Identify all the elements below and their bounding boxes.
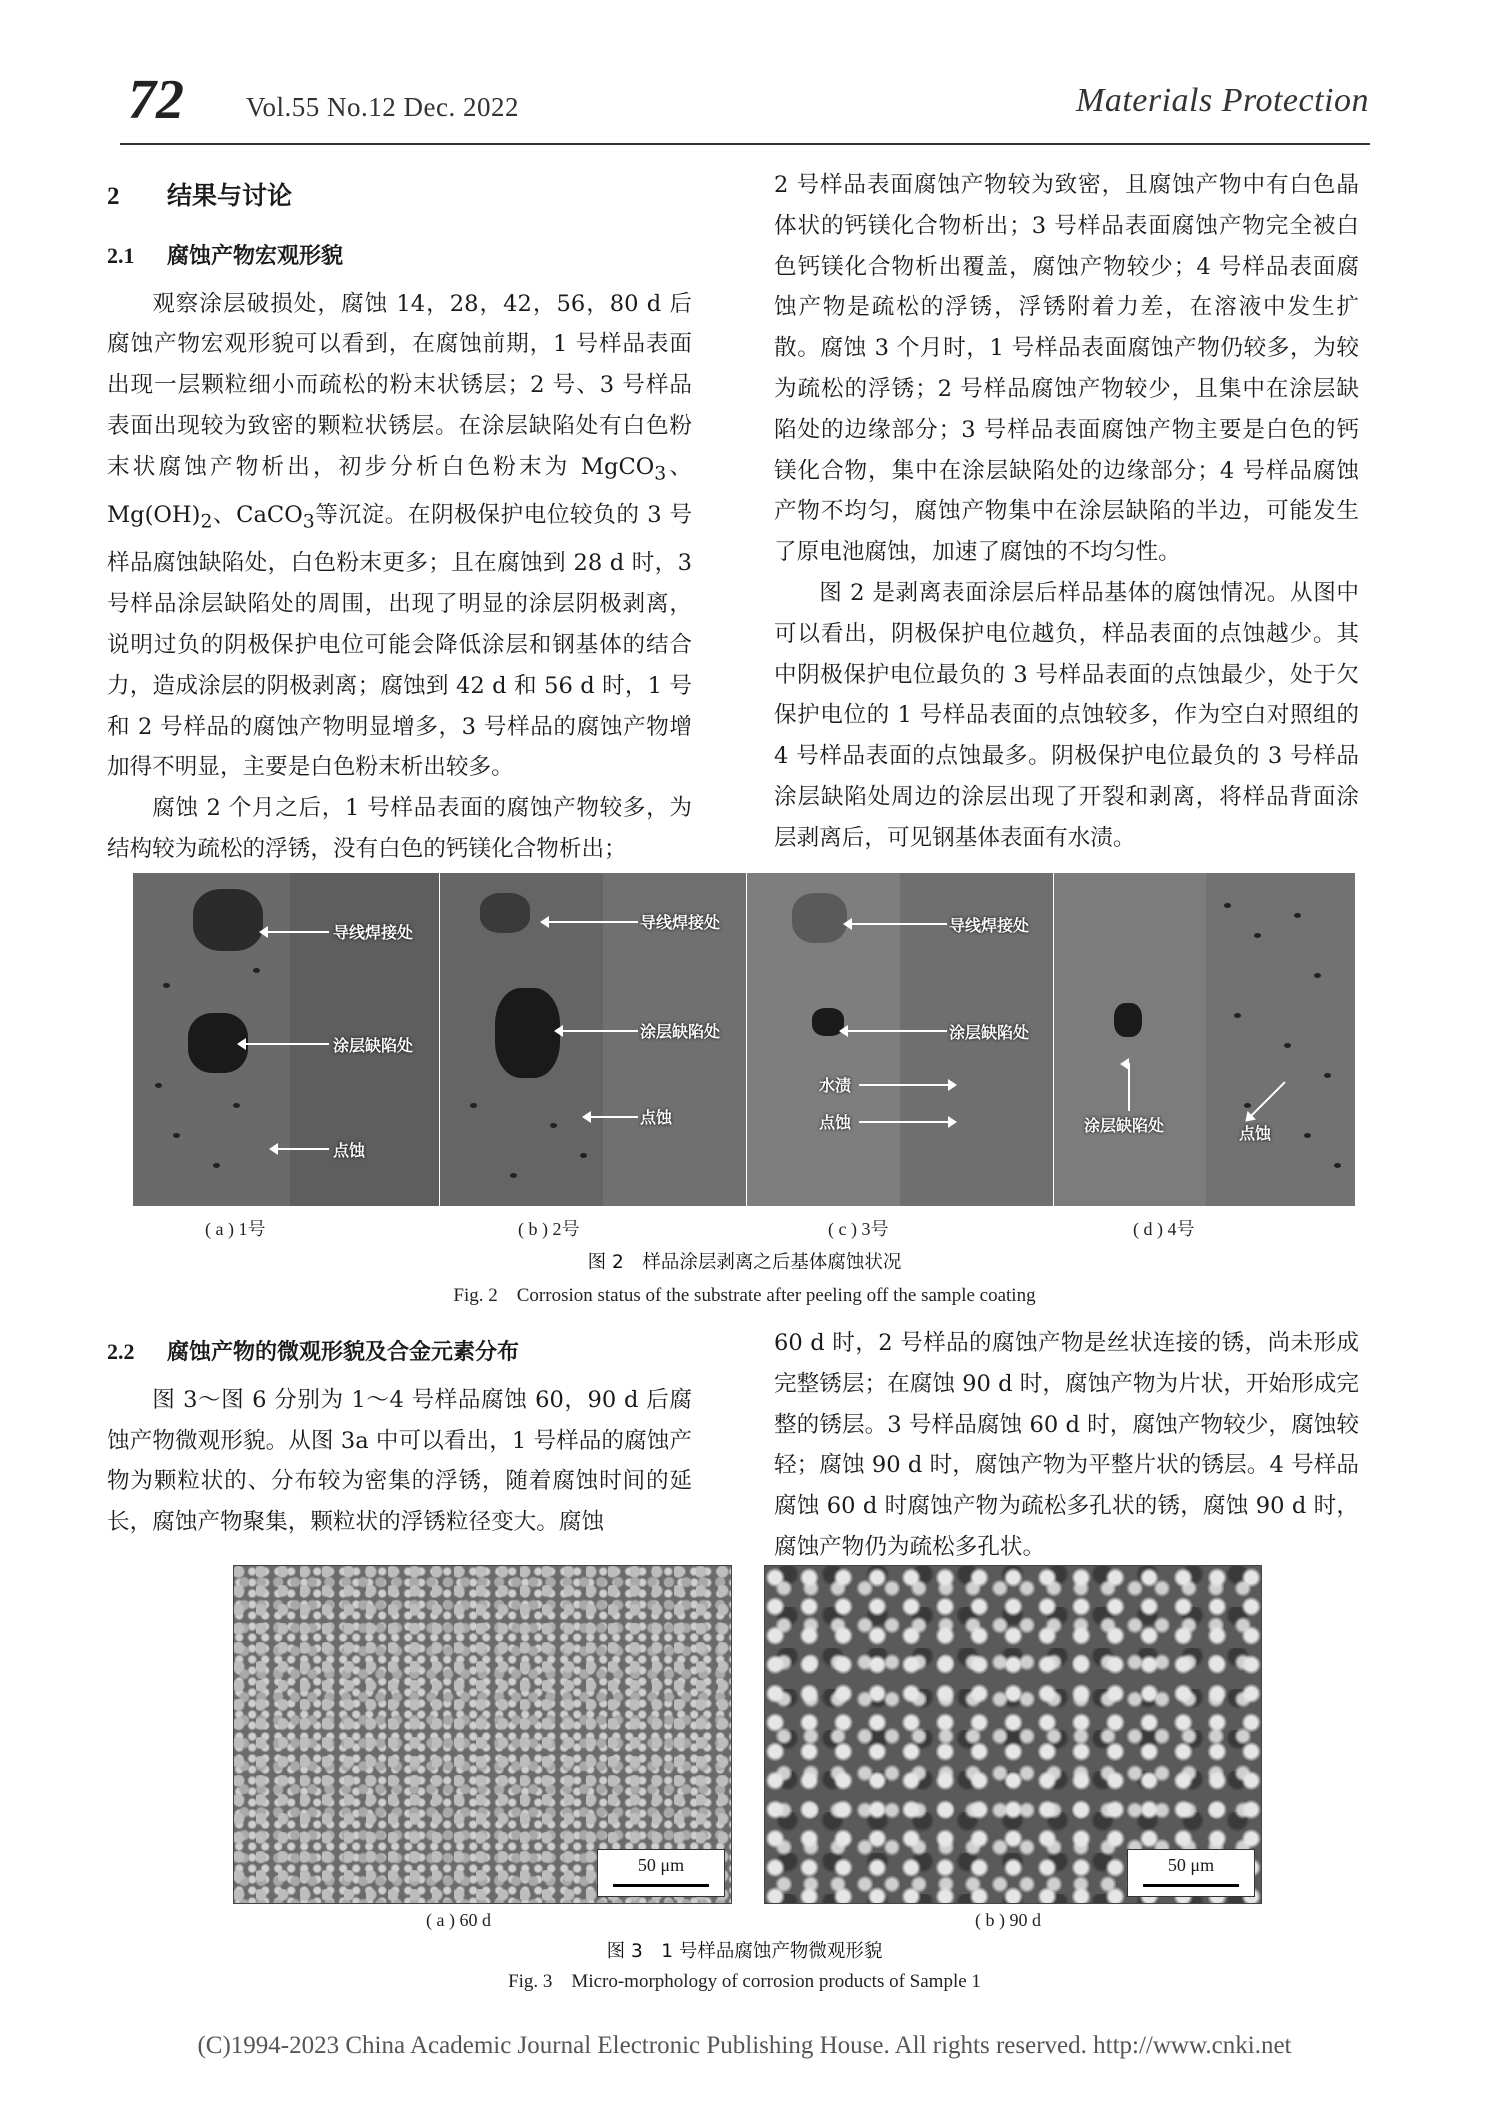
section-title: 结果与讨论	[167, 181, 293, 210]
paragraph: 图 3～图 6 分别为 1～4 号样品腐蚀 60，90 d 后腐蚀产物微观形貌。从图 3a 中可以看出，1 号样品的腐蚀产物为颗粒状的、分布较为密集的浮锈，随着腐蚀时间的延长，腐蚀产物聚集，颗粒状的浮锈粒径变大。腐蚀	[107, 1386, 692, 1536]
paragraph: 腐蚀 2 个月之后，1 号样品表面的腐蚀产物较多，为结构较为疏松的浮锈，没有白色的钙镁化合物析出；	[107, 795, 692, 862]
weld-spot	[792, 893, 847, 943]
arrow	[859, 1121, 949, 1123]
fig3-sub-a: ( a ) 60 d	[426, 1910, 491, 1930]
fig2-panel-a	[133, 873, 439, 1206]
paragraph-continued: 2 号样品表面腐蚀产物较为致密，且腐蚀产物中有白色晶体状的钙镁化合物析出；3 号样品表面腐蚀产物完全被白色钙镁化合物析出覆盖，腐蚀产物较少；4 号样品表面腐蚀产物是疏松的浮锈，浮锈附着力差，在溶液中发生扩散。腐蚀 3 个月时，1 号样品表面腐蚀产物仍较多，为较为疏松的浮锈；2 号样品腐蚀产物较少，且集中在涂层缺陷处的边缘部分；3 号样品表面腐蚀产物主要是白色的钙镁化合物，集中在涂层缺陷处的边缘部分；4 号样品腐蚀产物不均匀，腐蚀产物集中在涂层缺陷的半边，可能发生了原电池腐蚀，加速了腐蚀的不均匀性。	[774, 172, 1359, 566]
page-number: 72	[128, 69, 184, 131]
copyright-footer: (C)1994-2023 China Academic Journal Electronic Publishing House. All rights reserved. http://www.cnki.net	[197, 2032, 1292, 2059]
subsection-heading-2-1	[107, 236, 692, 278]
fig2-caption-cn: 图 2 样品涂层剥离之后基体腐蚀状况	[587, 1252, 902, 1273]
label-weld: 导线焊接处	[333, 923, 414, 942]
fig3-caption-en: Fig. 3 Micro-morphology of corrosion products of Sample 1	[508, 1971, 981, 1992]
subsection-number: 2.2	[107, 1339, 135, 1364]
fig3-panel-a-sem-image	[233, 1565, 732, 1904]
fig2-sub-a: ( a ) 1号	[205, 1219, 266, 1239]
section-heading	[107, 176, 692, 218]
fig2-panel-b	[440, 873, 746, 1206]
arrow	[847, 1030, 947, 1032]
paragraph-continued: 60 d 时，2 号样品的腐蚀产物是丝状连接的锈，尚未形成完整锈层；在腐蚀 90 d 时，腐蚀产物为片状，开始形成完整的锈层。3 号样品腐蚀 60 d 时，腐蚀产物较少，腐蚀较轻；腐蚀 90 d 时，腐蚀产物为平整片状的锈层。4 号样品腐蚀 60 d 时腐蚀产物为疏松多孔状的锈，腐蚀 90 d 时，腐蚀产物仍为疏松多孔状。	[774, 1330, 1359, 1560]
subsection-number: 2.1	[107, 242, 135, 268]
arrow	[245, 1043, 329, 1045]
label-defect: 涂层缺陷处	[640, 1022, 721, 1041]
scale-label: 50 μm	[637, 1855, 685, 1875]
paragraph: 图 2 是剥离表面涂层后样品基体的腐蚀情况。从图中可以看出，阴极保护电位越负，样品表面的点蚀越少。其中阴极保护电位最负的 3 号样品表面的点蚀最少，处于欠保护电位的 1 号样品表面的点蚀较多，作为空白对照组的 4 号样品表面的点蚀最多。阴极保护电位最负的 3 号样品涂层缺陷处周边的涂层出现了开裂和剥离，将样品背面涂层剥离后，可见钢基体表面有水渍。	[774, 579, 1359, 851]
header-rule	[120, 143, 1370, 145]
scale-bar	[1127, 1849, 1255, 1897]
label-defect: 涂层缺陷处	[1084, 1116, 1165, 1135]
fig2-sub-b: ( b ) 2号	[518, 1219, 580, 1239]
section-number: 2	[107, 183, 120, 210]
subsection-heading-2-2	[107, 1332, 692, 1374]
arrow	[590, 1116, 638, 1118]
subsection-title: 腐蚀产物宏观形貌	[167, 243, 344, 269]
left-column-top	[107, 176, 692, 870]
label-weld: 导线焊接处	[640, 913, 721, 932]
fig2-panel-d	[1054, 873, 1355, 1206]
arrow	[562, 1030, 638, 1032]
arrow	[1128, 1063, 1130, 1111]
defect-spot	[495, 988, 560, 1078]
arrow	[859, 1084, 949, 1086]
figure-2	[133, 873, 1355, 1206]
fig3-sub-b: ( b ) 90 d	[975, 1910, 1041, 1930]
arrow	[548, 921, 638, 923]
label-water: 水渍	[819, 1076, 852, 1095]
label-pitting: 点蚀	[333, 1141, 366, 1160]
arrow	[267, 931, 329, 933]
label-defect: 涂层缺陷处	[949, 1023, 1030, 1042]
label-pitting: 点蚀	[1239, 1124, 1272, 1143]
scale-label: 50 μm	[1167, 1855, 1215, 1875]
fig2-sub-d: ( d ) 4号	[1133, 1219, 1195, 1239]
fig2-sub-c: ( c ) 3号	[828, 1219, 889, 1239]
right-column-top	[774, 165, 1359, 859]
arrow	[851, 923, 947, 925]
issue-info: Vol.55 No.12 Dec. 2022	[246, 92, 519, 122]
fig3-panel-b-sem-image	[764, 1565, 1262, 1904]
defect-spot	[1114, 1003, 1142, 1037]
fig2-caption-en: Fig. 2 Corrosion status of the substrate after peeling off the sample coating	[453, 1285, 1036, 1306]
fig3-caption-cn: 图 3 1 号样品腐蚀产物微观形貌	[606, 1941, 883, 1962]
subsection-title: 腐蚀产物的微观形貌及合金元素分布	[167, 1340, 520, 1365]
weld-spot	[480, 893, 530, 933]
label-pitting: 点蚀	[819, 1113, 852, 1132]
fig2-panel-c	[747, 873, 1053, 1206]
arrow	[277, 1148, 329, 1150]
label-defect: 涂层缺陷处	[333, 1036, 414, 1055]
label-weld: 导线焊接处	[949, 916, 1030, 935]
weld-spot	[193, 889, 263, 951]
scale-bar	[597, 1849, 725, 1897]
left-column-bottom	[107, 1332, 692, 1543]
label-pitting: 点蚀	[640, 1108, 673, 1127]
journal-name: Materials Protection	[1076, 82, 1369, 119]
right-column-bottom	[774, 1323, 1359, 1568]
paragraph: 观察涂层破损处，腐蚀 14，28，42，56，80 d 后腐蚀产物宏观形貌可以看到，在腐蚀前期，1 号样品表面出现一层颗粒细小而疏松的粉末状锈层；2 号、3 号样品表面出现较为致密的颗粒状锈层。在涂层缺陷处有白色粉末状腐蚀产物析出，初步分析白色粉末为 MgCO$_3$、$Mg(OH)_2$、CaCO$_3$等沉淀。在阴极保护电位较负的 3 号样品腐蚀缺陷处，白色粉末更多；且在腐蚀到 28 d 时，3 号样品涂层缺陷处的周围，出现了明显的涂层阴极剥离，说明过负的阴极保护电位可能会降低涂层和钢基体的结合力，造成涂层的阴极剥离；腐蚀到 42 d 和 56 d 时，1 号和 2 号样品的腐蚀产物明显增多，3 号样品的腐蚀产物增加得不明显，主要是白色粉末析出较多。	[107, 290, 693, 781]
